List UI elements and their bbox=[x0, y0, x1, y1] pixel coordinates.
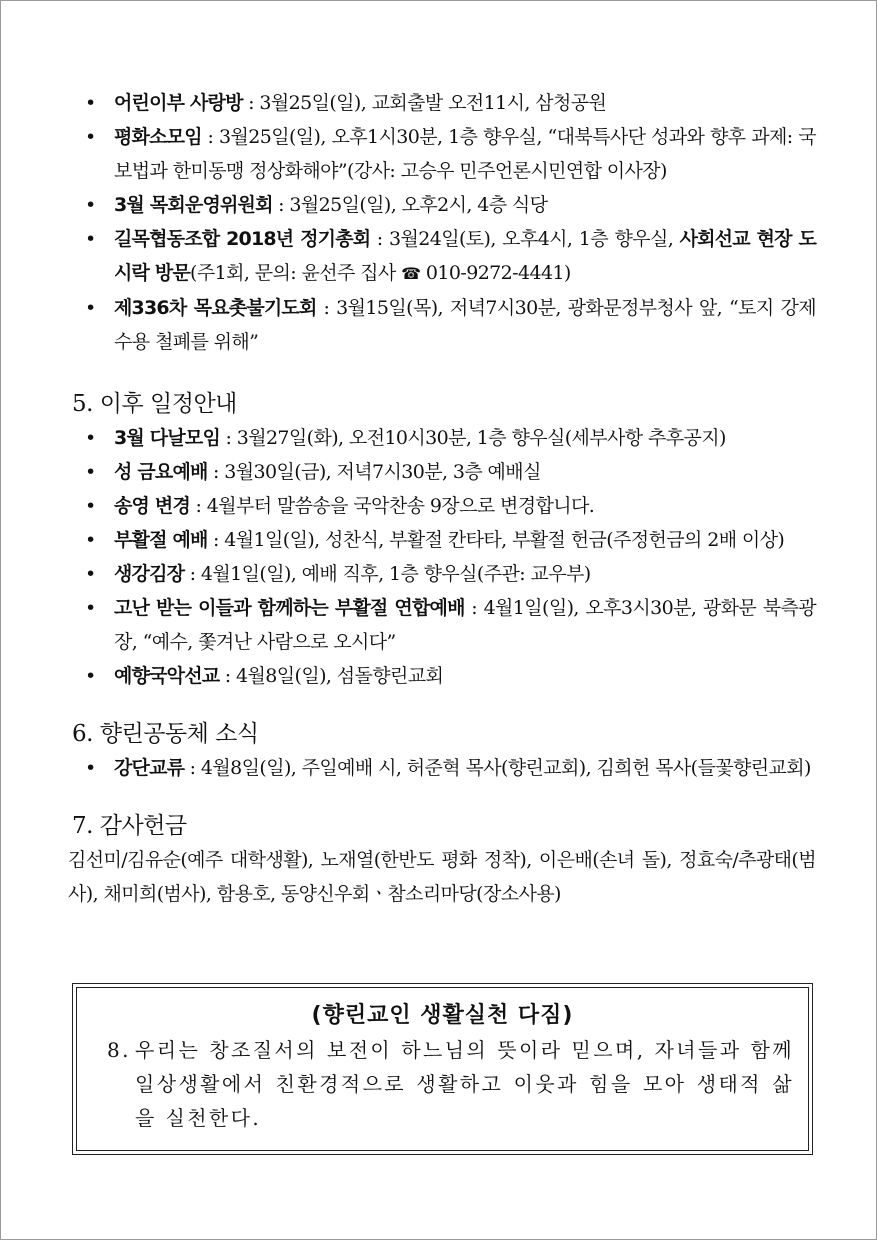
item-title: 부활절 예배 bbox=[114, 529, 208, 551]
section-heading-schedule: 5. 이후 일정안내 bbox=[72, 391, 237, 417]
list-item: • 강단교류 : 4월8일(일), 주일예배 시, 허준혁 목사(향린교회), 김희헌 목사(들꽃향린교회) bbox=[72, 751, 816, 785]
item-detail: 3월24일(토), 오후4시, 1층 향우실, bbox=[388, 228, 680, 250]
item-detail: 3월25일(일), 오후2시, 4층 식당 bbox=[289, 194, 548, 216]
item-title: 제336차 목요촛불기도회 bbox=[114, 297, 317, 319]
item-detail: 4월8일(일), 섬돌향린교회 bbox=[236, 665, 444, 687]
item-title: 성 금요예배 bbox=[114, 461, 208, 483]
item-detail: 3월30일(금), 저녁7시30분, 3층 예배실 bbox=[224, 461, 541, 483]
pledge-text: 우리는 창조질서의 보전이 하느님의 뜻이라 믿으며, 자녀들과 함께 일상생활에서 친환경적으로 생활하고 이웃과 힘을 모아 생태적 삶을 실천한다. bbox=[135, 1038, 794, 1130]
item-detail: 3월15일(목), 저녁7시30분, 광화문정부청사 앞, “토지 강제수용 철폐를 위해” bbox=[114, 297, 817, 353]
pledge-box bbox=[72, 983, 813, 1155]
item-detail-secondary: (주1회, 문의: 윤선주 집사 bbox=[190, 262, 402, 284]
list-item: • 고난 받는 이들과 함께하는 부활절 연합예배 : 4월1일(일), 오후3시30분, 광화문 북측광장, “예수, 쫓겨난 사람으로 오시다” bbox=[72, 591, 816, 659]
bulletin-content bbox=[68, 86, 817, 911]
item-detail: 4월부터 말씀송을 국악찬송 9장으로 변경합니다. bbox=[206, 495, 595, 517]
item-title: 길목협동조합 2018년 정기총회 bbox=[114, 228, 371, 250]
item-title: 강단교류 bbox=[114, 757, 185, 779]
telephone-icon: ☎ bbox=[401, 264, 421, 283]
schedule-list bbox=[72, 421, 816, 693]
item-detail: 4월1일(일), 예배 직후, 1층 향우실(주관: 교우부) bbox=[200, 563, 591, 585]
top-list bbox=[72, 86, 816, 359]
item-title: 고난 받는 이들과 함께하는 부활절 연합예배 bbox=[114, 597, 465, 619]
pledge-inner-border bbox=[76, 987, 809, 1151]
section-heading-community: 6. 향린공동체 소식 bbox=[72, 721, 259, 747]
pledge-number: 8. bbox=[107, 1038, 131, 1062]
item-title: 송영 변경 bbox=[114, 495, 191, 517]
item-detail: 3월25일(일), 교회출발 오전11시, 삼청공원 bbox=[259, 92, 607, 114]
item-title: 어린이부 사랑방 bbox=[114, 92, 243, 114]
item-title: 생강김장 bbox=[114, 563, 185, 585]
item-detail: 4월8일(일), 주일예배 시, 허준혁 목사(향린교회), 김희헌 목사(들꽃향린교회) bbox=[200, 757, 811, 779]
list-item: • 어린이부 사랑방 : 3월25일(일), 교회출발 오전11시, 삼청공원 bbox=[72, 86, 816, 120]
item-title: 3월 목회운영위원회 bbox=[114, 194, 273, 216]
thanks-offering-text: 김선미/김유순(예주 대학생활), 노재열(한반도 평화 정착), 이은배(손녀 돌), 정효숙/추광태(범사), 채미희(범사), 함용호, 동양신우회ㆍ참소리마당(장소사용) bbox=[68, 849, 816, 905]
item-detail: 4월1일(일), 성찬식, 부활절 칸타타, 부활절 헌금(주정헌금의 2배 이상) bbox=[224, 529, 785, 551]
list-item: • 송영 변경 : 4월부터 말씀송을 국악찬송 9장으로 변경합니다. bbox=[72, 489, 816, 523]
list-item: • 제336차 목요촛불기도회 : 3월15일(목), 저녁7시30분, 광화문정부청사 앞, “토지 강제수용 철폐를 위해” bbox=[72, 291, 816, 359]
community-list bbox=[72, 751, 816, 785]
list-item: • 생강김장 : 4월1일(일), 예배 직후, 1층 향우실(주관: 교우부) bbox=[72, 557, 816, 591]
section-heading-thanks: 7. 감사헌금 bbox=[72, 813, 187, 839]
item-detail: 3월27일(화), 오전10시30분, 1층 향우실(세부사항 추후공지) bbox=[236, 427, 726, 449]
list-item: • 길목협동조합 2018년 정기총회 : 3월24일(토), 오후4시, 1층 향우실, 사회선교 현장 도시락 방문(주1회, 문의: 윤선주 집사 ☎ 010-9272-4441) bbox=[72, 222, 816, 291]
phone-number: 010-9272-4441) bbox=[425, 262, 571, 284]
item-title-secondary: 사회선교 현장 도시락 방문 bbox=[114, 228, 817, 284]
pledge-title: (향린교인 생활실천 다짐) bbox=[311, 1003, 574, 1028]
item-detail: 4월1일(일), 오후3시30분, 광화문 북측광장, “예수, 쫓겨난 사람으로 오시다” bbox=[114, 597, 816, 653]
list-item: • 3월 다날모임 : 3월27일(화), 오전10시30분, 1층 향우실(세부사항 추후공지) bbox=[72, 421, 816, 455]
item-detail: 3월25일(일), 오후1시30분, 1층 향우실, “대북특사단 성과와 향후 과제: 국보법과 한미동맹 정상화해야”(강사: 고승우 민주언론시민연합 이사장) bbox=[114, 126, 816, 182]
list-item: • 부활절 예배 : 4월1일(일), 성찬식, 부활절 칸타타, 부활절 헌금(주정헌금의 2배 이상) bbox=[72, 523, 816, 557]
list-item: • 3월 목회운영위원회 : 3월25일(일), 오후2시, 4층 식당 bbox=[72, 188, 816, 222]
item-title: 3월 다날모임 bbox=[114, 427, 221, 449]
list-item: • 예향국악선교 : 4월8일(일), 섬돌향린교회 bbox=[72, 659, 816, 693]
pledge-body bbox=[107, 1033, 794, 1135]
item-title: 예향국악선교 bbox=[114, 665, 220, 687]
list-item: • 평화소모임 : 3월25일(일), 오후1시30분, 1층 향우실, “대북특사단 성과와 향후 과제: 국보법과 한미동맹 정상화해야”(강사: 고승우 민주언론시민연합 이사장) bbox=[72, 120, 816, 188]
list-item: • 성 금요예배 : 3월30일(금), 저녁7시30분, 3층 예배실 bbox=[72, 455, 816, 489]
item-title: 평화소모임 bbox=[114, 126, 202, 148]
